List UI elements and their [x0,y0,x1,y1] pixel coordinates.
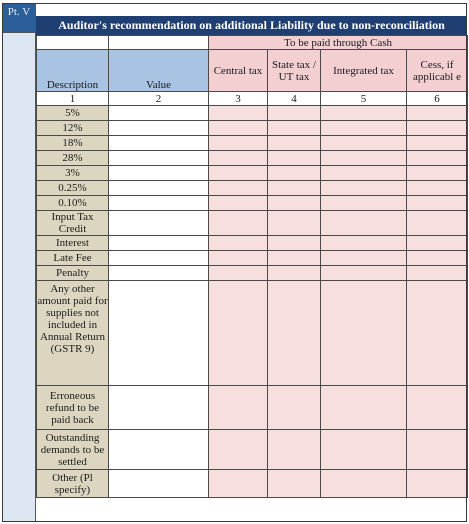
row-description: Late Fee [37,251,109,266]
header-central-tax: Central tax [209,50,268,92]
column-number: 5 [321,92,407,106]
row-description: Interest [37,236,109,251]
row-description: 18% [37,136,109,151]
row-description: Input Tax Credit [37,211,109,236]
row-description: 28% [37,151,109,166]
part-label: Pt. V [2,3,36,33]
column-number: 2 [109,92,209,106]
row-description: Outstanding demands to be settled [37,430,109,470]
column-number: 1 [37,92,109,106]
row-description: 0.25% [37,181,109,196]
row-description: Other (Pl specify) [37,470,109,498]
header-integrated-tax: Integrated tax [321,50,407,92]
column-number: 4 [268,92,321,106]
row-description: Erroneous refund to be paid back [37,386,109,430]
header-cess: Cess, if applicabl e [407,50,468,92]
row-description: 5% [37,106,109,121]
column-number: 6 [407,92,468,106]
row-description: 3% [37,166,109,181]
row-description: Penalty [37,266,109,281]
header-state-tax: State tax / UT tax [268,50,321,92]
column-number: 3 [209,92,268,106]
row-description: 0.10% [37,196,109,211]
cash-group-header: To be paid through Cash [209,36,468,50]
section-title: Auditor's recommendation on additional Liability due to non-reconciliation [36,16,467,35]
header-value: Value [109,50,209,92]
row-description: Any other amount paid for supplies not included in Annual Return (GSTR 9) [37,281,109,386]
header-description: Description [37,50,109,92]
row-description: 12% [37,121,109,136]
outer-frame [2,3,467,522]
